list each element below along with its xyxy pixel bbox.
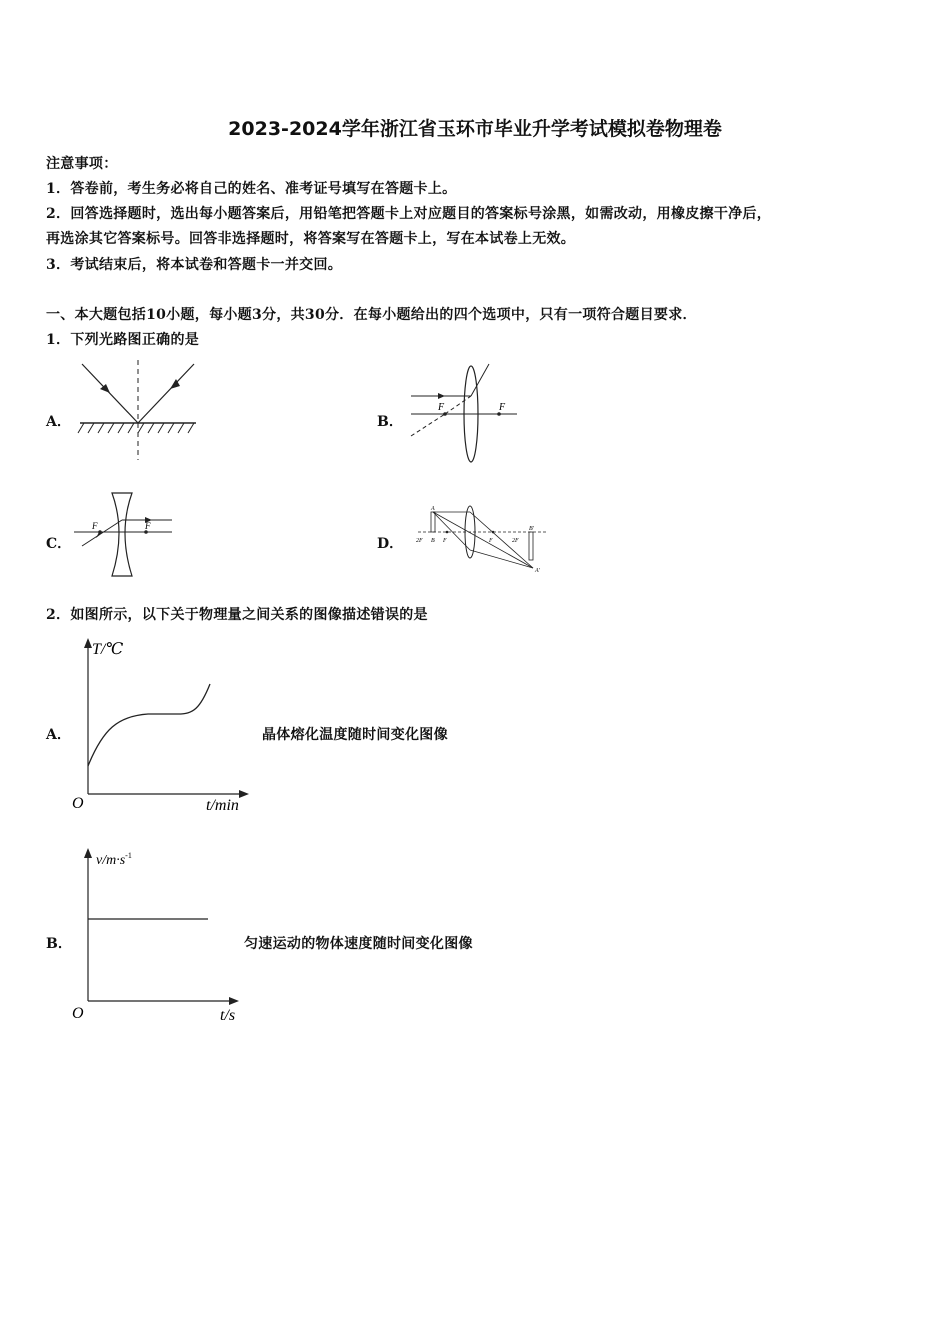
graph-velocity-time [68, 846, 268, 1026]
two-f-label: 2F [416, 538, 423, 544]
q2-option-a-label[interactable]: A． [46, 727, 71, 743]
notice-heading: 注意事项： [46, 156, 118, 172]
diagram-image-formation [412, 500, 552, 580]
focal-point-label: F [499, 402, 506, 413]
q1-option-a-label[interactable]: A． [46, 414, 71, 430]
point-a-label: A [431, 506, 435, 512]
focal-point-label: F [145, 521, 151, 531]
q2-option-b-label[interactable]: B． [46, 936, 72, 952]
focal-point-label: F [438, 402, 445, 413]
y-axis-label: T/℃ [92, 641, 124, 658]
q2-option-b-caption: 匀速运动的物体速度随时间变化图像 [244, 936, 473, 952]
q1-option-d-label[interactable]: D． [377, 536, 404, 552]
x-axis-label: t/min [206, 797, 239, 814]
origin-label: O [72, 795, 84, 812]
point-b-prime-label: B' [529, 526, 534, 532]
notice-item: 3．考试结束后，将本试卷和答题卡一并交回。 [46, 257, 343, 273]
y-axis-label: $v/m\cdot s^{-1}$ [96, 851, 132, 868]
question-2-stem: 2．如图所示，以下关于物理量之间关系的图像描述错误的是 [46, 607, 428, 623]
two-f-label: 2F [512, 538, 519, 544]
q1-option-c-label[interactable]: C． [46, 536, 72, 552]
x-axis-label: t/s [220, 1007, 236, 1024]
page-title: 2023-2024学年浙江省玉环市毕业升学考试模拟卷物理卷 [228, 118, 722, 140]
notice-item: 再选涂其它答案标号。回答非选择题时，将答案写在答题卡上，写在本试卷上无效。 [46, 231, 576, 247]
focal-point-label: F [443, 538, 447, 544]
q2-option-a-caption: 晶体熔化温度随时间变化图像 [262, 727, 448, 743]
question-1-stem: 1．下列光路图正确的是 [46, 332, 200, 348]
focal-point-label: F [92, 521, 98, 531]
notice-item: 2．回答选择题时，选出每小题答案后，用铅笔把答题卡上对应题目的答案标号涂黑，如需改动，用橡皮擦干净后， [46, 206, 772, 222]
graph-temperature-time [68, 634, 268, 818]
diagram-convex-lens [405, 362, 525, 466]
diagram-reflection [72, 356, 202, 464]
notice-item: 1．答卷前，考生务必将自己的姓名、准考证号填写在答题卡上。 [46, 181, 457, 197]
point-b-label: B [431, 538, 435, 544]
point-a-prime-label: A' [535, 568, 540, 574]
q1-option-b-label[interactable]: B． [377, 414, 403, 430]
section-heading: 一、本大题包括10小题，每小题3分，共30分．在每小题给出的四个选项中，只有一项符合题目要求． [46, 307, 697, 323]
focal-point-label: F [489, 538, 493, 544]
diagram-concave-lens [72, 490, 182, 580]
origin-label: O [72, 1005, 84, 1022]
